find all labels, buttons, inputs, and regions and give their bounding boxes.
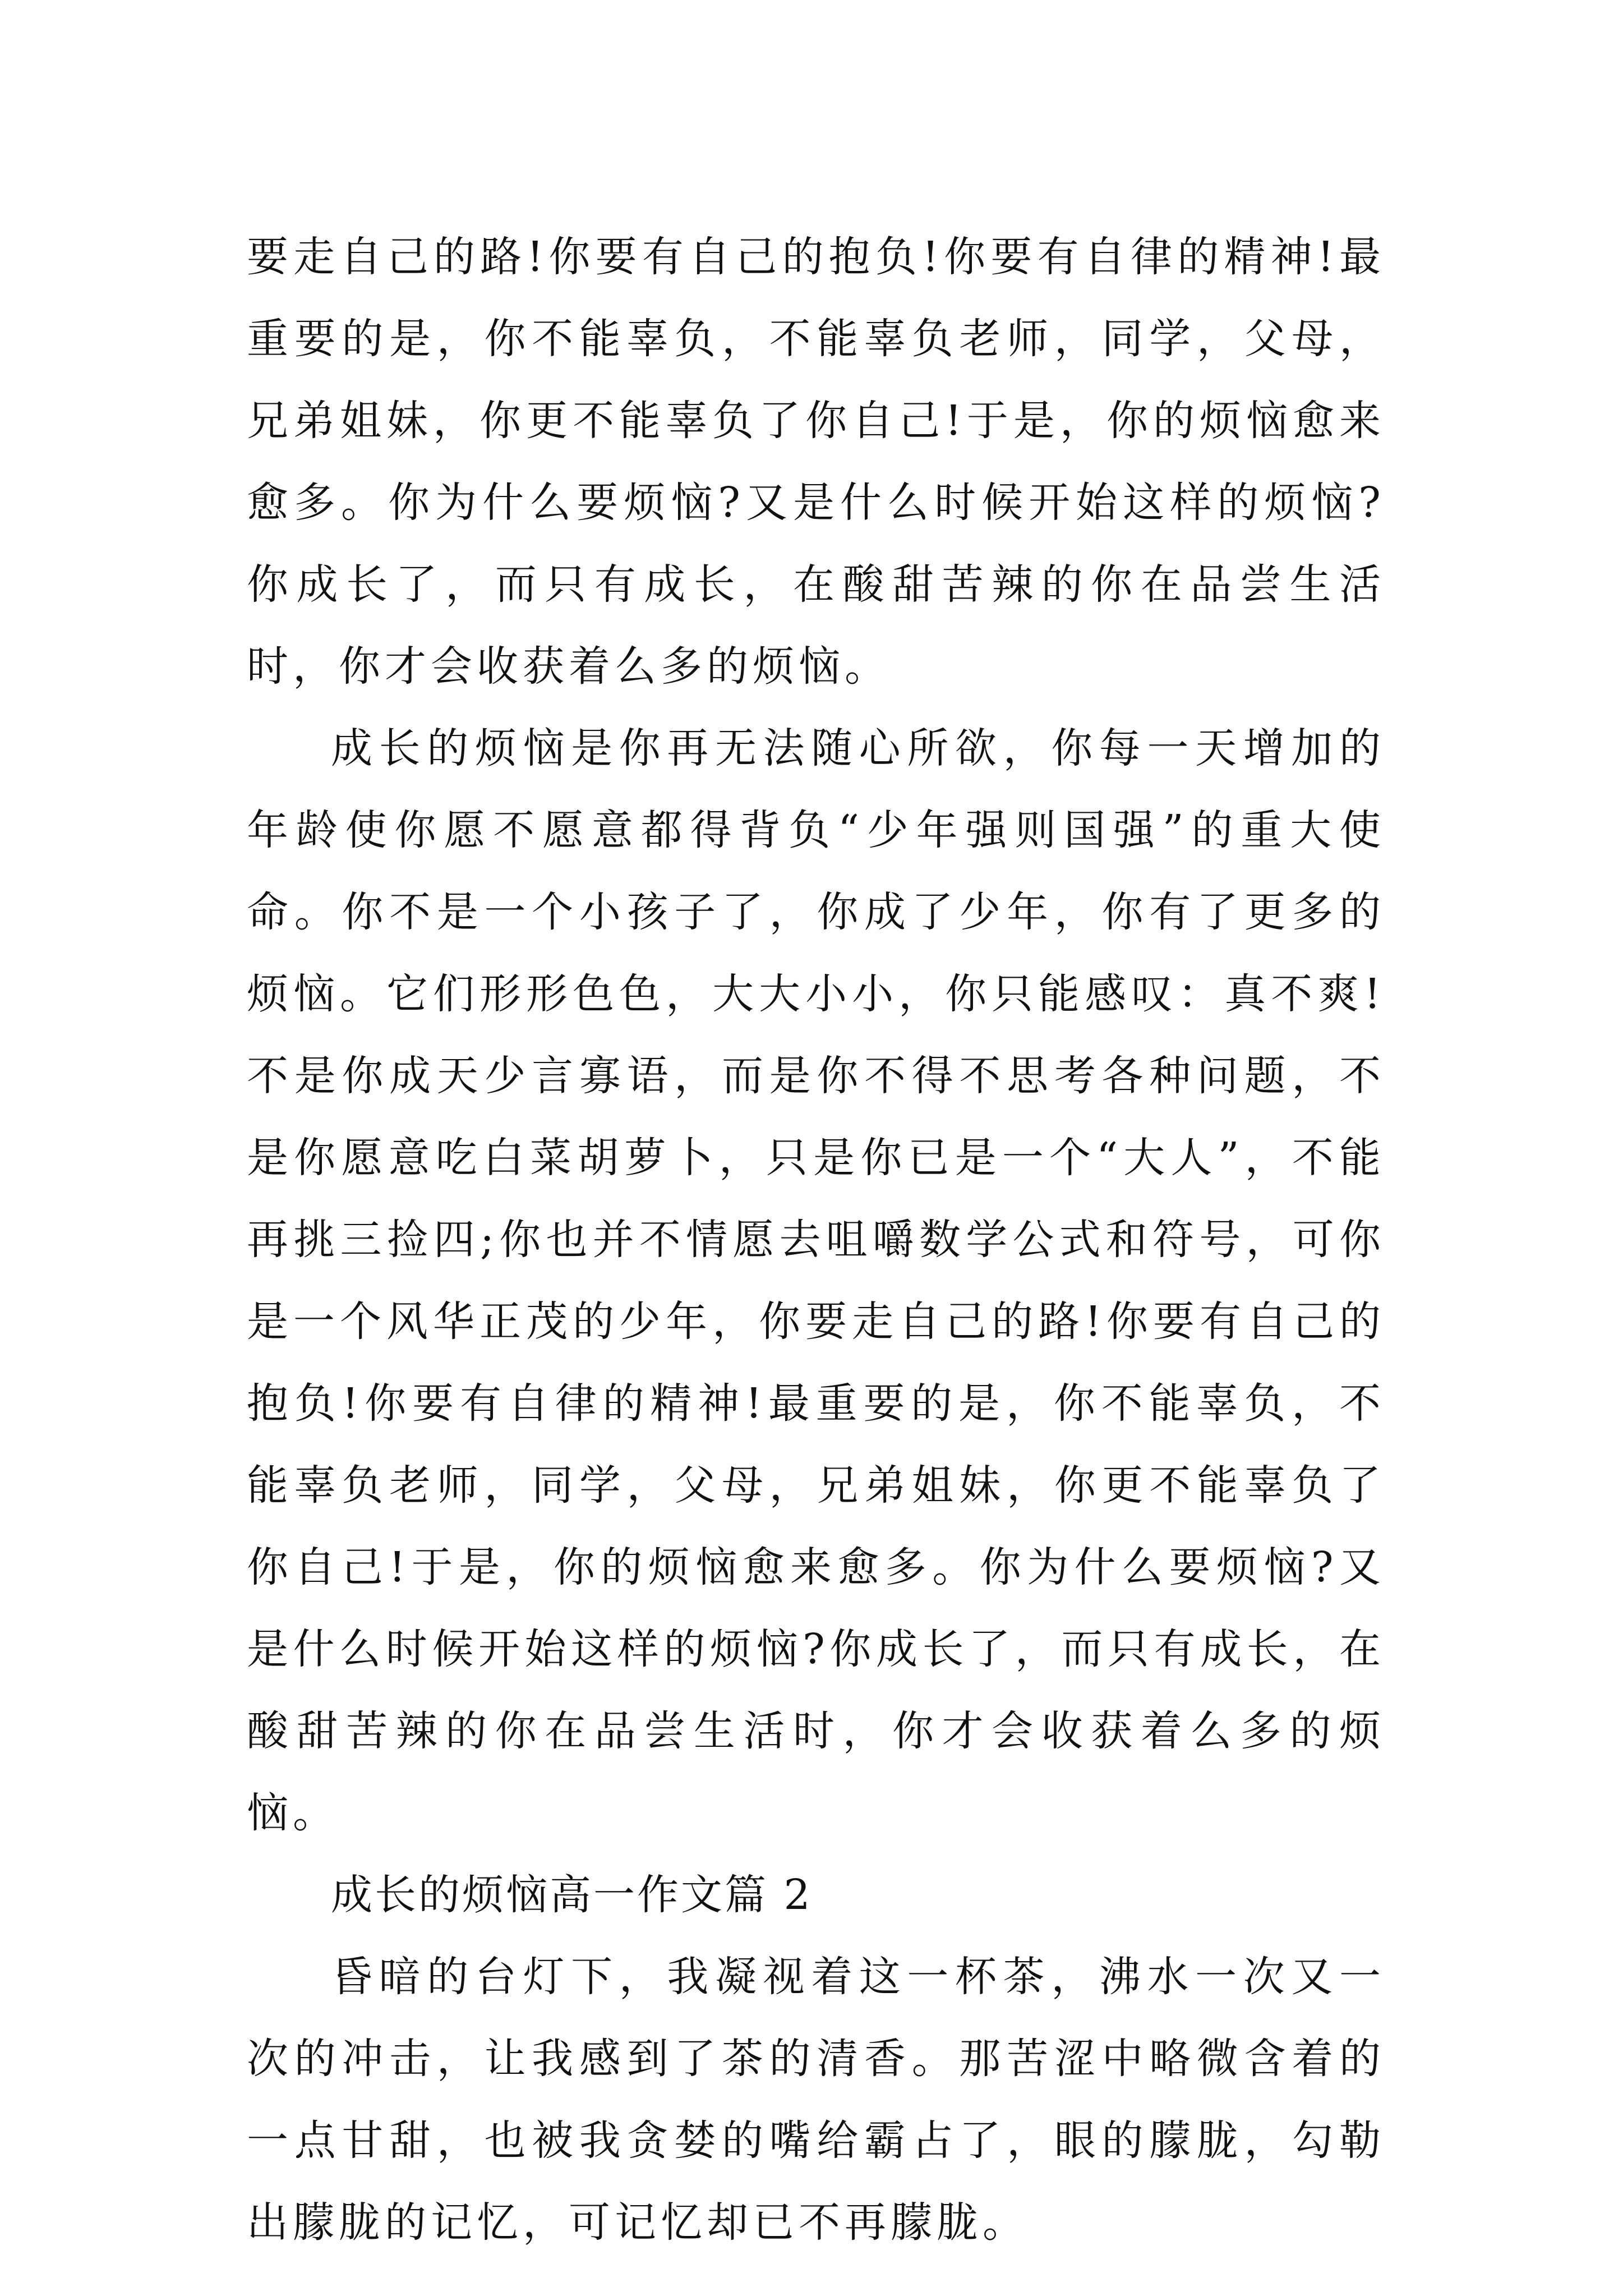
section-heading: 成长的烦恼高一作文篇 2 — [331, 1871, 813, 1919]
paragraph: 昏暗的台灯下，我凝视着这一杯茶，沸水一次又一次的冲击，让我感到了茶的清香。那苦涩中略微含着的一点甘甜，也被我贪婪的嘴给霸占了，眼的朦胧，勾勒出朦胧的记忆，可记忆却已不再朦胧。 — [247, 1953, 1385, 2247]
document-body — [247, 216, 1385, 2263]
paragraph: 成长的烦恼是你再无法随心所欲，你每一天增加的年龄使你愿不愿意都得背负“少年强则国强”的重大使命。你不是一个小孩子了，你成了少年，你有了更多的烦恼。它们形形色色，大大小小，你只能感叹：真不爽!不是你成天少言寡语，而是你不得不思考各种问题，不是你愿意吃白菜胡萝卜，只是你已是一个“大人”，不能再挑三捡四;你也并不情愿去咀嚼数学公式和符号，可你是一个风华正茂的少年，你要走自己的路!你要有自己的抱负!你要有自律的精神!最重要的是，你不能辜负，不能辜负老师，同学，父母，兄弟姐妹，你更不能辜负了你自己!于是，你的烦恼愈来愈多。你为什么要烦恼?又是什么时候开始这样的烦恼?你成长了，而只有成长，在酸甜苦辣的你在品尝生活时，你才会收获着么多的烦恼。 — [247, 724, 1385, 1837]
paragraph-continued: 要走自己的路!你要有自己的抱负!你要有自律的精神!最重要的是，你不能辜负，不能辜负老师，同学，父母，兄弟姐妹，你更不能辜负了你自己!于是，你的烦恼愈来愈多。你为什么要烦恼?又是什么时候开始这样的烦恼?你成长了，而只有成长，在酸甜苦辣的你在品尝生活时，你才会收获着么多的烦恼。 — [247, 233, 1385, 691]
